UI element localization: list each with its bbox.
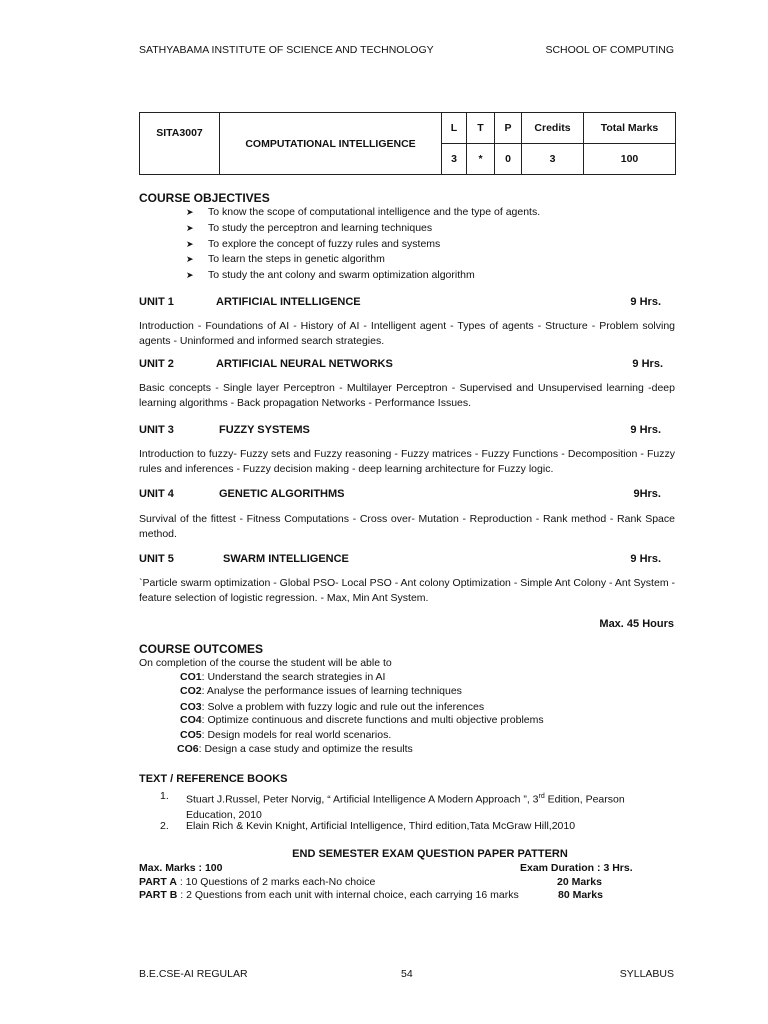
header-school: SCHOOL OF COMPUTING bbox=[545, 44, 674, 56]
unit-4-content: Survival of the fittest - Fitness Computations - Cross over- Mutation - Reproduction - Rank method - Rank Space method. bbox=[139, 513, 675, 540]
page-number: 54 bbox=[401, 968, 413, 980]
col-l: L bbox=[442, 113, 467, 144]
list-item: ➤ To learn the steps in genetic algorithm bbox=[186, 252, 540, 268]
arrow-bullet-icon: ➤ bbox=[186, 270, 194, 281]
exam-part-a-marks: 20 Marks bbox=[557, 876, 602, 888]
col-p: P bbox=[495, 113, 522, 144]
outcome-item: CO1: Understand the search strategies in AI bbox=[180, 671, 386, 683]
exam-part-b: PART B : 2 Questions from each unit with internal choice, each carrying 16 marks bbox=[139, 889, 519, 901]
list-item: ➤ To study the ant colony and swarm optimization algorithm bbox=[186, 268, 540, 284]
outcome-item: CO3: Solve a problem with fuzzy logic and rule out the inferences bbox=[180, 701, 485, 713]
col-credits: Credits bbox=[522, 113, 584, 144]
unit-1-header: UNIT 1 ARTIFICIAL INTELLIGENCE 9 Hrs. bbox=[139, 296, 661, 308]
outcome-item: CO6: Design a case study and optimize the results bbox=[177, 743, 413, 755]
references-heading: TEXT / REFERENCE BOOKS bbox=[139, 773, 288, 785]
exam-part-a: PART A : 10 Questions of 2 marks each-No choice bbox=[139, 876, 376, 888]
unit-2-header: UNIT 2 ARTIFICIAL NEURAL NETWORKS 9 Hrs. bbox=[139, 358, 663, 370]
unit-5-content: `Particle swarm optimization - Global PSO- Local PSO - Ant colony Optimization - Simple Ant Colony - Ant System - feature selection of logistic regression. - Max, Min Ant System. bbox=[139, 577, 675, 604]
unit-3-content: Introduction to fuzzy- Fuzzy sets and Fuzzy reasoning - Fuzzy matrices - Fuzzy Functions - Decomposition - Fuzzy rules and inferences - Fuzzy decision making - deep learning architecture for Fuzzy logic. bbox=[139, 448, 675, 475]
val-t: * bbox=[467, 144, 495, 175]
reference-item: 2. Elain Rich & Kevin Knight, Artificial Intelligence, Third edition,Tata McGraw Hill,2010 bbox=[160, 820, 576, 832]
list-item: ➤ To study the perceptron and learning techniques bbox=[186, 221, 540, 237]
unit-5-header: UNIT 5 SWARM INTELLIGENCE 9 Hrs. bbox=[139, 553, 661, 565]
unit-4-header: UNIT 4 GENETIC ALGORITHMS 9Hrs. bbox=[139, 488, 661, 500]
outcome-item: CO5: Design models for real world scenarios. bbox=[180, 729, 392, 741]
list-item: ➤ To know the scope of computational intelligence and the type of agents. bbox=[186, 205, 540, 221]
outcome-item: CO4: Optimize continuous and discrete functions and multi objective problems bbox=[180, 714, 544, 726]
outcomes-intro: On completion of the course the student will be able to bbox=[139, 657, 392, 669]
unit-3-header: UNIT 3 FUZZY SYSTEMS 9 Hrs. bbox=[139, 424, 661, 436]
unit-1-content: Introduction - Foundations of AI - History of AI - Intelligent agent - Types of agents - Structure - Problem solving agents - Uninformed and informed search strategies. bbox=[139, 320, 675, 347]
arrow-bullet-icon: ➤ bbox=[186, 222, 194, 233]
header-institute: SATHYABAMA INSTITUTE OF SCIENCE AND TECHNOLOGY bbox=[139, 44, 434, 56]
val-credits: 3 bbox=[522, 144, 584, 175]
exam-part-b-marks: 80 Marks bbox=[558, 889, 603, 901]
val-l: 3 bbox=[442, 144, 467, 175]
col-t: T bbox=[467, 113, 495, 144]
objectives-list bbox=[186, 205, 540, 284]
unit-2-content: Basic concepts - Single layer Perceptron - Multilayer Perceptron - Supervised and Unsupervised learning -deep learning algorithms - Back propagation Networks - Performance Issues. bbox=[139, 382, 675, 409]
course-title: COMPUTATIONAL INTELLIGENCE bbox=[220, 113, 442, 175]
col-total-marks: Total Marks bbox=[584, 113, 676, 144]
course-info-table bbox=[139, 112, 676, 175]
footer-syllabus: SYLLABUS bbox=[619, 968, 674, 980]
arrow-bullet-icon: ➤ bbox=[186, 254, 194, 265]
val-p: 0 bbox=[495, 144, 522, 175]
reference-item: 1. Stuart J.Russel, Peter Norvig, “ Artificial Intelligence A Modern Approach ”, 3rd Edition, Pearson Education, 2010 bbox=[160, 790, 625, 821]
arrow-bullet-icon: ➤ bbox=[186, 207, 194, 217]
exam-max-marks: Max. Marks : 100 bbox=[139, 862, 223, 874]
course-code: SITA3007 bbox=[140, 113, 220, 175]
footer-regulation: B.E.CSE-AI REGULAR bbox=[139, 968, 248, 980]
outcome-item: CO2: Analyse the performance issues of learning techniques bbox=[180, 685, 462, 697]
objectives-heading: COURSE OBJECTIVES bbox=[139, 191, 270, 205]
max-hours: Max. 45 Hours bbox=[599, 618, 674, 630]
list-item: ➤ To explore the concept of fuzzy rules and systems bbox=[186, 237, 540, 253]
val-total-marks: 100 bbox=[584, 144, 676, 175]
outcomes-heading: COURSE OUTCOMES bbox=[139, 642, 264, 656]
exam-duration: Exam Duration : 3 Hrs. bbox=[520, 862, 633, 874]
exam-heading: END SEMESTER EXAM QUESTION PAPER PATTERN bbox=[292, 848, 568, 860]
arrow-bullet-icon: ➤ bbox=[186, 238, 194, 249]
